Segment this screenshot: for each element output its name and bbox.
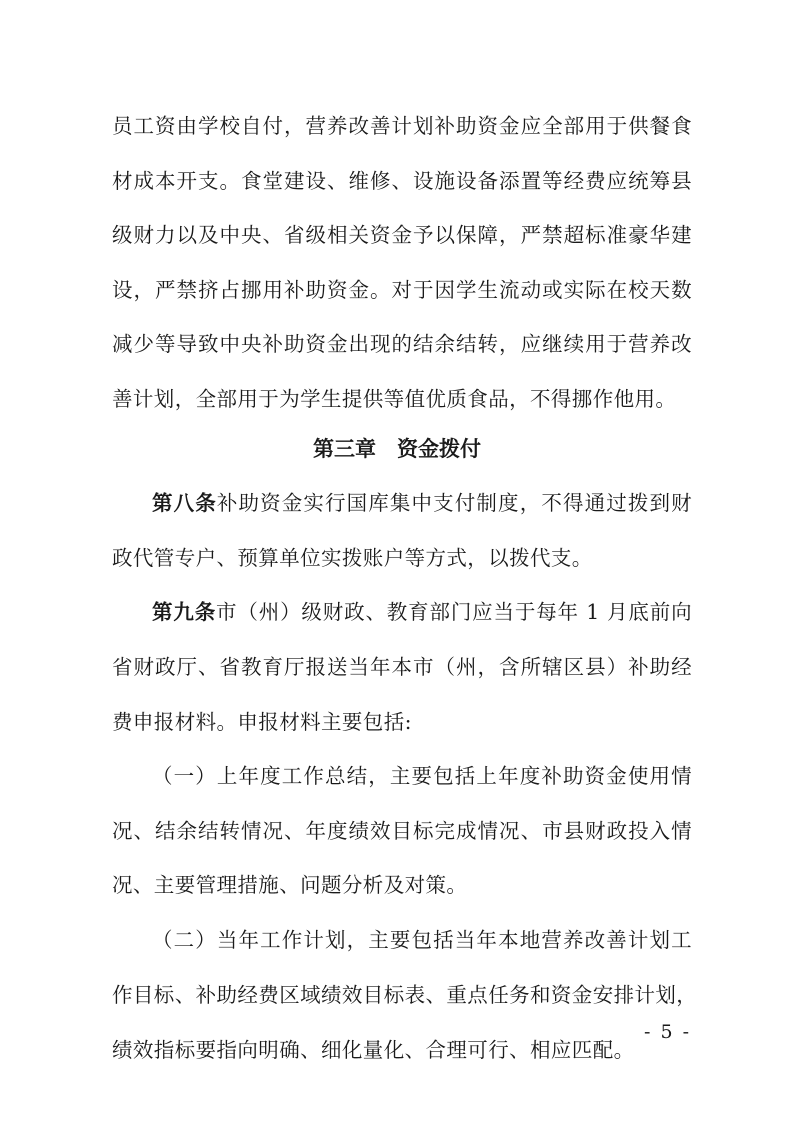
- article-9-item-2-line: （二）当年工作计划，主要包括当年本地营养改善计划工: [152, 928, 692, 952]
- article-8-text: 补助资金实行国库集中支付制度，不得通过拨到财: [216, 491, 692, 515]
- article-9-item-2-line: 绩效指标要指向明确、细化量化、合理可行、相应匹配。: [112, 1038, 635, 1062]
- article-9-line-3: 费申报材料。申报材料主要包括:: [112, 710, 412, 734]
- article-8-lead: 第八条: [152, 491, 217, 515]
- article-9-item-1-line: 况、结余结转情况、年度绩效目标完成情况、市县财政投入情: [112, 819, 692, 843]
- article-9-item-2-line: 作目标、补助经费区域绩效目标表、重点任务和资金安排计划，: [112, 983, 698, 1007]
- paragraph-line: 员工资由学校自付，营养改善计划补助资金应全部用于供餐食: [112, 114, 692, 138]
- page-number: - 5 -: [643, 1021, 691, 1043]
- article-8-line-2: 政代管专户、预算单位实拨账户等方式，以拨代支。: [112, 546, 593, 570]
- article-9-lead: 第九条: [152, 600, 217, 624]
- paragraph-line: 设，严禁挤占挪用补助资金。对于因学生流动或实际在校天数: [112, 278, 692, 302]
- paragraph-line: 减少等导致中央补助资金出现的结余结转，应继续用于营养改: [112, 332, 692, 356]
- article-9-line-2: 省财政厅、省教育厅报送当年本市（州，含所辖区县）补助经: [112, 655, 692, 679]
- paragraph-line: 材成本开支。食堂建设、维修、设施设备添置等经费应统筹县: [112, 169, 692, 193]
- article-9-line-1: [152, 602, 692, 623]
- article-9-item-1-line: 况、主要管理措施、问题分析及对策。: [112, 873, 468, 897]
- chapter-heading: 第三章 资金拨付: [313, 437, 481, 461]
- paragraph-line: 善计划，全部用于为学生提供等值优质食品，不得挪作他用。: [112, 387, 677, 411]
- article-8-line-1: [152, 493, 692, 514]
- article-9-text: 市（州）级财政、教育部门应当于每年 1 月底前向: [216, 600, 692, 624]
- paragraph-line: 级财力以及中央、省级相关资金予以保障，严禁超标准豪华建: [112, 223, 692, 247]
- article-9-item-1-line: （一）上年度工作总结，主要包括上年度补助资金使用情: [152, 764, 692, 788]
